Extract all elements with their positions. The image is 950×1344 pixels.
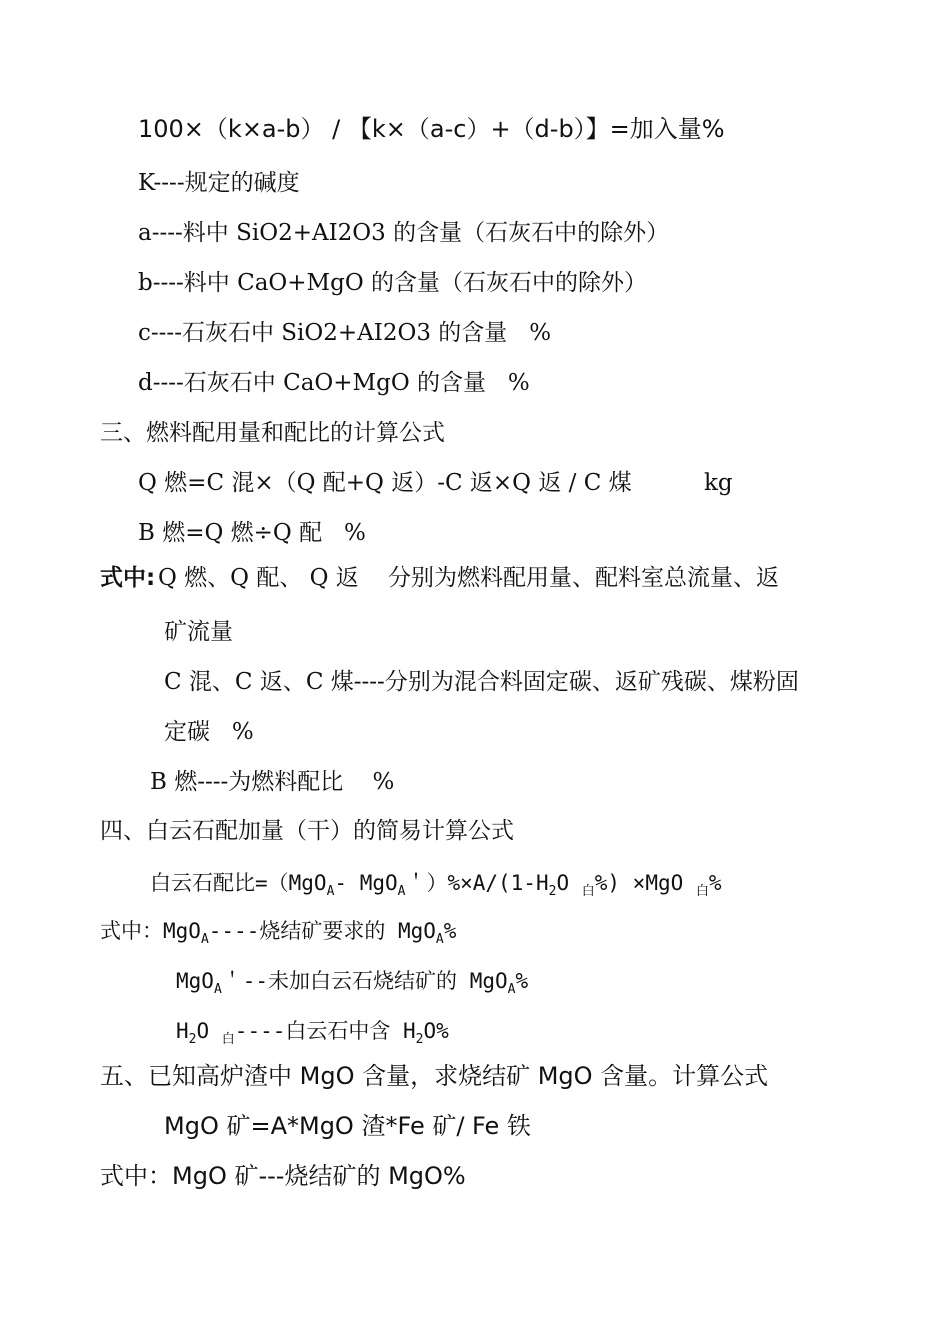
where-mgo-a: 式中：MgO$_A$----烧结矿要求的 MgO$_A$% <box>100 919 457 947</box>
section5-heading: 五、已知高炉渣中 MgO 含量，求烧结矿 MgO 含量。计算公式 <box>100 1062 769 1090</box>
formula-fuel-amount-unit: kg <box>704 470 733 496</box>
def-b: b----料中 CaO+MgO 的含量（石灰石中的除外） <box>138 270 647 296</box>
section4-heading: 四、白云石配加量（干）的简易计算公式 <box>100 818 514 844</box>
where-b-line: B 燃----为燃料配比 % <box>150 769 395 795</box>
formula-fuel-amount: Q 燃=C 混×（Q 配+Q 返）-C 返×Q 返 / C 煤 <box>138 470 632 496</box>
where-h2o: $H_2O$ $_白$----白云石中含 $H_2O\%$ <box>176 1019 449 1047</box>
where-label: 式中: <box>100 565 156 591</box>
formula-addition-amount: 100×（k×a-b） / 【k×（a-c）+（d-b）】=加入量% <box>138 115 725 143</box>
where-q-line-cont: 矿流量 <box>164 619 233 645</box>
where-c-line: C 混、C 返、C 煤----分别为混合料固定碳、返矿残碳、煤粉固 <box>164 669 799 695</box>
where-mgo-a-prime: MgO$_A$＇--未加白云石烧结矿的 MgO$_A$% <box>176 969 529 997</box>
section3-heading: 三、燃料配用量和配比的计算公式 <box>100 420 445 446</box>
formula-fuel-ratio: B 燃=Q 燃÷Q 配 % <box>138 520 366 546</box>
def-c: c----石灰石中 SiO2+AI2O3 的含量 % <box>138 320 552 346</box>
def-k: K----规定的碱度 <box>138 170 300 196</box>
def-a: a----料中 SiO2+AI2O3 的含量（石灰石中的除外） <box>138 220 670 246</box>
formula-dolomite-ratio: 白云石配比=（MgO$_A$- MgO$_A$＇）$\%\times A/(1-H_2O$ $_白$%) ×MgO $_白$% <box>150 871 722 899</box>
where-c-line-cont: 定碳 % <box>164 719 254 745</box>
formula-mgo-ore: MgO 矿=A*MgO 渣*Fe 矿/ Fe 铁 <box>164 1112 531 1140</box>
where-mgo-ore: 式中：MgO 矿---烧结矿的 MgO% <box>100 1162 466 1190</box>
def-d: d----石灰石中 CaO+MgO 的含量 % <box>138 370 530 396</box>
where-q-line: Q 燃、Q 配、 Q 返 分别为燃料配用量、配料室总流量、返 <box>158 565 780 591</box>
